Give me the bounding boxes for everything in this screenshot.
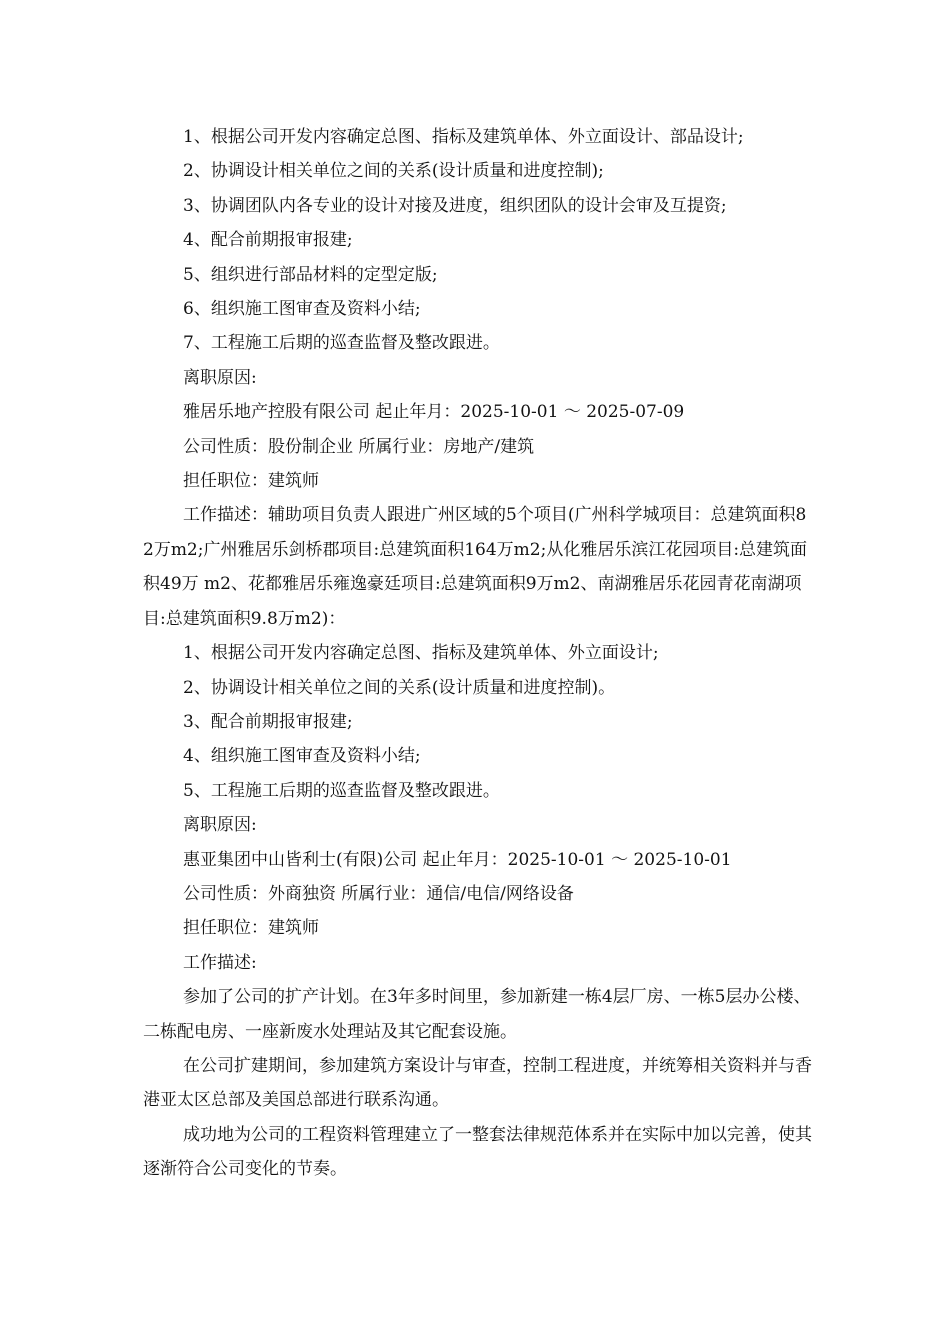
job-position: 担任职位：建筑师	[183, 918, 319, 939]
company-nature: 公司性质：股份制企业 所属行业：房地产/建筑	[183, 436, 535, 457]
job-description: 工作描述：辅助项目负责人跟进广州区域的5个项目(广州科学城项目：总建筑面积82万m2;广州雅居乐剑桥郡项目:总建筑面积164万m2;从化雅居乐滨江花园项目:总建筑面积49万 m2、花都雅居乐雍逸豪廷项目:总建筑面积9万m2、南湖雅居乐花园青花南湖项目:总建筑面积9.8万m2)：	[143, 505, 808, 629]
description-paragraph: 参加了公司的扩产计划。在3年多时间里，参加新建一栋4层厂房、一栋5层办公楼、二栋配电房、一座新废水处理站及其它配套设施。	[143, 987, 811, 1042]
duty-item-5: 5、组织进行部品材料的定型定版;	[183, 264, 438, 285]
description-paragraph: 在公司扩建期间，参加建筑方案设计与审查，控制工程进度，并统筹相关资料并与香港亚太区总部及美国总部进行联系沟通。	[143, 1055, 812, 1111]
leaving-reason: 离职原因:	[183, 815, 257, 836]
duty-item-7: 7、工程施工后期的巡查监督及整改跟进。	[183, 333, 500, 354]
duty-item-3: 3、协调团队内各专业的设计对接及进度，组织团队的设计会审及互提资;	[183, 195, 727, 216]
job-position: 担任职位：建筑师	[183, 471, 319, 492]
duty-item-4: 4、配合前期报审报建;	[183, 230, 353, 251]
company-header: 惠亚集团中山皆利士(有限)公司 起止年月：2025-10-01 ～ 2025-10-01	[183, 849, 732, 870]
company-header: 雅居乐地产控股有限公司 起止年月：2025-10-01 ～ 2025-07-09	[183, 402, 685, 423]
duty-item-1: 1、根据公司开发内容确定总图、指标及建筑单体、外立面设计、部品设计;	[183, 127, 744, 147]
job-description-label: 工作描述:	[183, 952, 257, 973]
leaving-reason: 离职原因:	[183, 367, 257, 388]
duty-item-6: 6、组织施工图审查及资料小结;	[183, 299, 421, 320]
duty-item-3: 3、配合前期报审报建;	[183, 711, 353, 732]
duty-item-4: 4、组织施工图审查及资料小结;	[183, 746, 421, 767]
duty-item-2: 2、协调设计相关单位之间的关系(设计质量和进度控制);	[183, 161, 604, 182]
duty-item-5: 5、工程施工后期的巡查监督及整改跟进。	[183, 780, 500, 801]
document-body	[143, 120, 815, 1187]
description-paragraph: 成功地为公司的工程资料管理建立了一整套法律规范体系并在实际中加以完善，使其逐渐符合公司变化的节奏。	[143, 1124, 812, 1180]
duty-item-1: 1、根据公司开发内容确定总图、指标及建筑单体、外立面设计;	[183, 643, 659, 664]
company-nature: 公司性质：外商独资 所属行业：通信/电信/网络设备	[183, 883, 574, 904]
duty-item-2: 2、协调设计相关单位之间的关系(设计质量和进度控制)。	[183, 677, 616, 698]
